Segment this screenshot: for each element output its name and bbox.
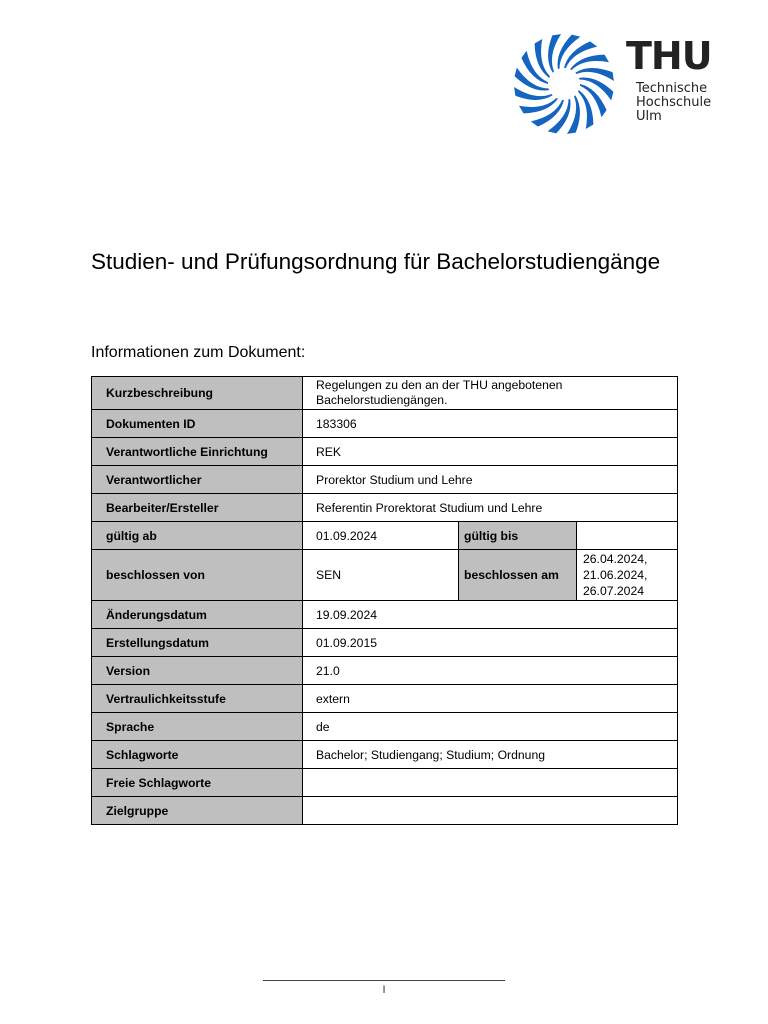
document-title: Studien- und Prüfungsordnung für Bachelorstudiengänge [91,249,661,274]
schlagworte-label: Schlagworte [92,741,303,769]
table-row [92,377,678,410]
table-row [92,713,678,741]
aenderungsdatum-value: 19.09.2024 [303,601,678,629]
verantwortlicher-value: Prorektor Studium und Lehre [303,466,678,494]
zielgruppe-label: Zielgruppe [92,797,303,825]
gueltig-bis-value [577,522,678,550]
kurzbeschreibung-value: Regelungen zu den an der THU angebotenen Bachelorstudiengängen. [303,377,678,410]
dokumenten-id-label: Dokumenten ID [92,410,303,438]
thu-logo [512,32,722,136]
beschlossen-von-label: beschlossen von [92,550,303,601]
page-number: I [382,984,386,996]
freie-schlagworte-label: Freie Schlagworte [92,769,303,797]
table-row [92,629,678,657]
logo-spiral-blade [519,98,558,113]
beschlossen-am-date-1: 26.04.2024, [583,552,648,566]
table-row [92,741,678,769]
erstellungsdatum-label: Erstellungsdatum [92,629,303,657]
footer-divider [263,980,505,981]
freie-schlagworte-value [303,769,678,797]
beschlossen-am-date-2: 21.06.2024, [583,568,648,582]
beschlossen-am-label: beschlossen am [459,550,577,601]
bearbeiter-label: Bearbeiter/Ersteller [92,494,303,522]
gueltig-ab-label: gültig ab [92,522,303,550]
table-row [92,601,678,629]
beschlossen-am-value [577,550,678,601]
bearbeiter-value: Referentin Prorektorat Studium und Lehre [303,494,678,522]
kurzbeschreibung-label: Kurzbeschreibung [92,377,303,410]
table-row [92,494,678,522]
table-row [92,769,678,797]
table-row [92,657,678,685]
table-row [92,550,678,601]
zielgruppe-value [303,797,678,825]
logo-spiral-blade [578,90,593,129]
verantwortlicher-label: Verantwortlicher [92,466,303,494]
einrichtung-label: Verantwortliche Einrichtung [92,438,303,466]
sprache-label: Sprache [92,713,303,741]
dokumenten-id-value: 183306 [303,410,678,438]
vertraulichkeit-label: Vertraulichkeitsstufe [92,685,303,713]
gueltig-ab-value: 01.09.2024 [303,522,459,550]
aenderungsdatum-label: Änderungsdatum [92,601,303,629]
schlagworte-value: Bachelor; Studiengang; Studium; Ordnung [303,741,678,769]
table-row [92,438,678,466]
logo-spiral-blade [535,39,550,78]
table-row [92,797,678,825]
table-row [92,466,678,494]
erstellungsdatum-value: 01.09.2015 [303,629,678,657]
beschlossen-von-value: SEN [303,550,459,601]
beschlossen-am-date-3: 26.07.2024 [583,584,644,598]
logo-subline-3: Ulm [636,109,662,124]
einrichtung-value: REK [303,438,678,466]
document-info-table [91,376,678,825]
thu-spiral-logo-icon [512,32,620,136]
version-label: Version [92,657,303,685]
version-value: 21.0 [303,657,678,685]
sprache-value: de [303,713,678,741]
section-heading: Informationen zum Dokument: [91,344,306,361]
table-row [92,410,678,438]
logo-subline-1: Technische [636,81,708,96]
table-row [92,685,678,713]
logo-wordmark: THU [626,34,712,78]
gueltig-bis-label: gültig bis [459,522,577,550]
table-row [92,522,678,550]
vertraulichkeit-value: extern [303,685,678,713]
logo-subline-2: Hochschule [636,95,712,110]
logo-spiral-blade [570,55,609,70]
